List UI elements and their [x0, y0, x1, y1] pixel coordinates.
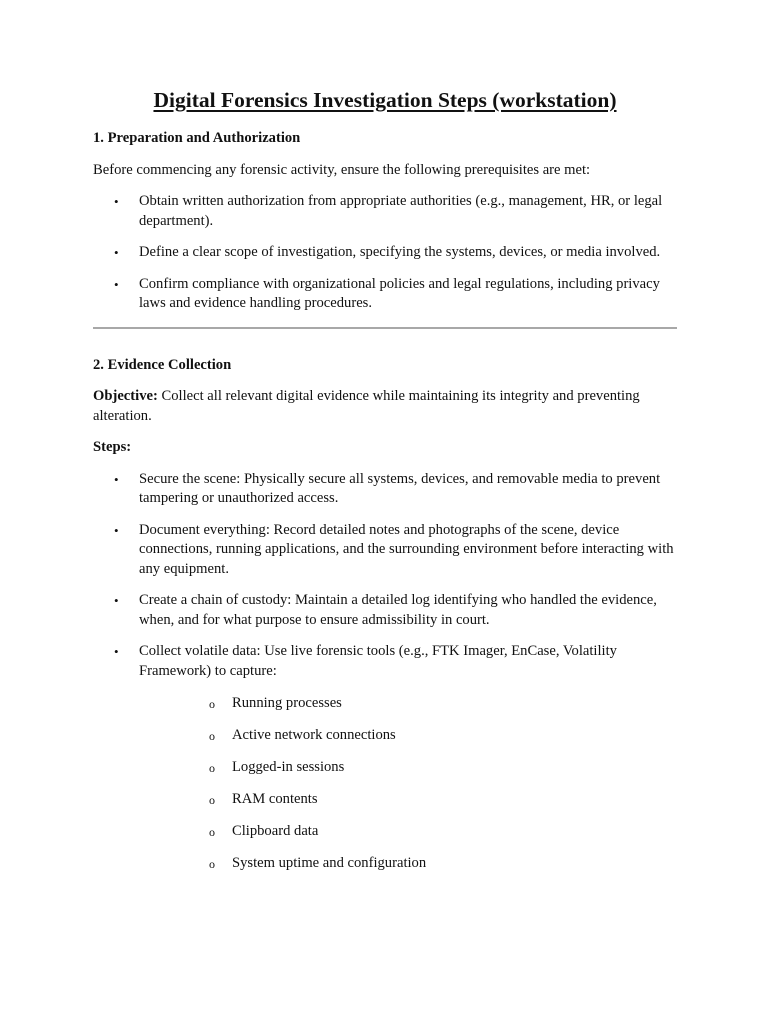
objective-text: Collect all relevant digital evidence while maintaining its integrity and preventing alteration. — [93, 388, 640, 424]
list-item: • Define a clear scope of investigation, specifying the systems, devices, or media involved. — [93, 243, 677, 263]
list-item: • Confirm compliance with organizational policies and legal regulations, including privacy laws and evidence handling procedures. — [93, 275, 677, 314]
list-item — [93, 642, 677, 873]
list-item: • Obtain written authorization from appropriate authorities (e.g., management, HR, or legal department). — [93, 192, 677, 231]
preparation-list — [93, 192, 677, 314]
section-heading-evidence-collection: 2. Evidence Collection — [93, 356, 232, 373]
horizontal-divider — [93, 327, 677, 329]
sub-list-item: o System uptime and configuration — [139, 854, 677, 874]
steps-label-paragraph — [93, 438, 677, 458]
sub-list-item: o Running processes — [139, 694, 677, 714]
list-item: • Create a chain of custody: Maintain a detailed log identifying who handled the evidence, when, and for what purpose to ensure admissibility in court. — [93, 591, 677, 630]
sub-list-item: o Logged-in sessions — [139, 758, 677, 778]
sub-list-item: o RAM contents — [139, 790, 677, 810]
list-item: • Document everything: Record detailed notes and photographs of the scene, device connections, running applications, and the surrounding environment before interacting with any equipment. — [93, 521, 677, 580]
list-item: • Secure the scene: Physically secure all systems, devices, and removable media to prevent tampering or unauthorized access. — [93, 470, 677, 509]
evidence-steps-list — [93, 470, 677, 874]
document-title: Digital Forensics Investigation Steps (workstation) — [153, 88, 617, 112]
sub-list-item: o Clipboard data — [139, 822, 677, 842]
section-intro: Before commencing any forensic activity, ensure the following prerequisites are met: — [93, 161, 591, 178]
steps-label: Steps: — [93, 439, 132, 455]
volatile-data-list — [139, 694, 677, 874]
sub-list-item: o Active network connections — [139, 726, 677, 746]
objective-label: Objective: — [93, 388, 158, 404]
section-heading-preparation: 1. Preparation and Authorization — [93, 130, 301, 146]
objective-paragraph — [93, 387, 677, 426]
document-page — [93, 84, 677, 873]
list-item-text: Collect volatile data: Use live forensic tools (e.g., FTK Imager, EnCase, Volatility Framework) to capture: — [139, 643, 617, 679]
